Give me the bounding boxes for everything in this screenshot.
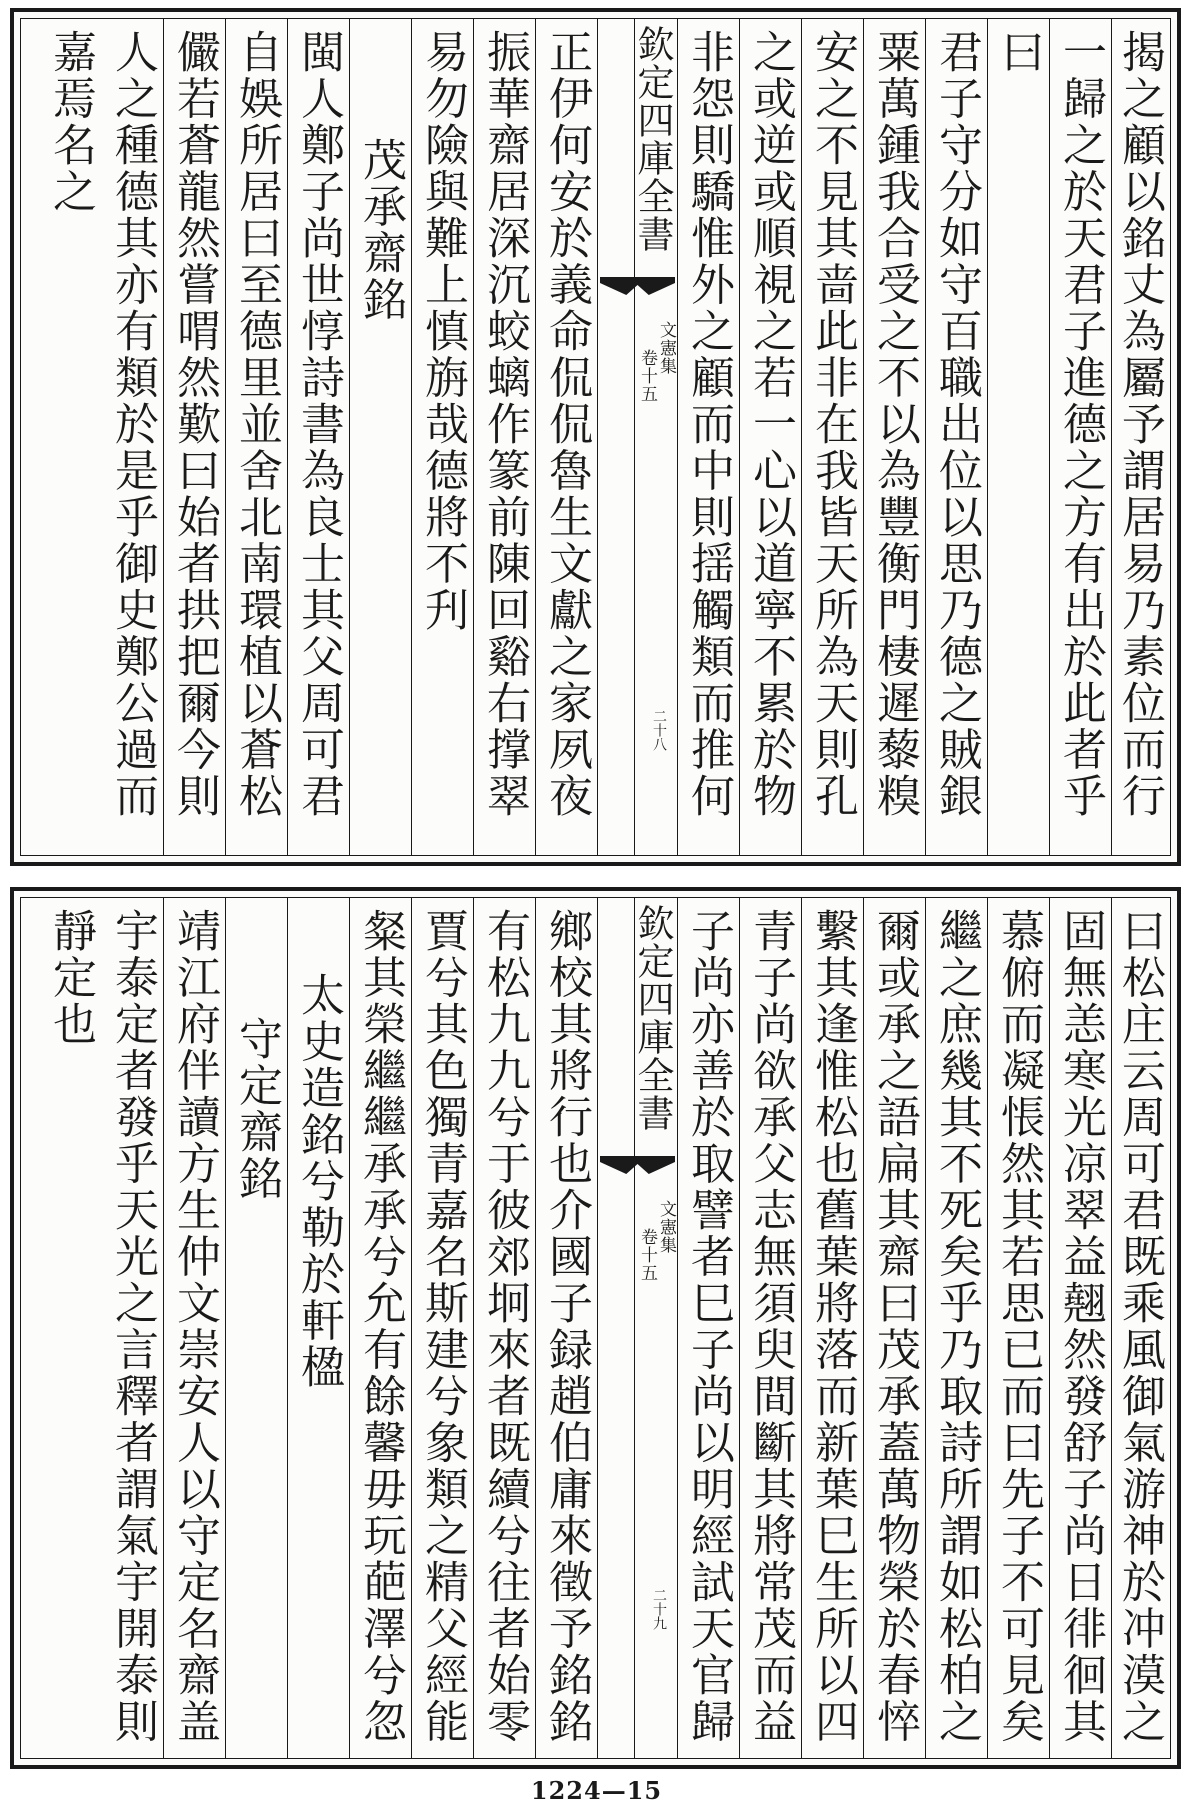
column-text: 粟萬鍾我合受之不以為豐衡門棲遲藜糗 [869, 29, 920, 820]
text-column [739, 898, 801, 1758]
text-column [801, 19, 863, 855]
text-column [1111, 898, 1170, 1758]
text-column [163, 898, 225, 1758]
collection-title: 文憲集 [656, 1200, 676, 1254]
text-column [535, 19, 597, 855]
book-title: 欽定四庫全書 [631, 25, 674, 253]
column-text: 子尚亦善於取譬者巳子尚以明經試天官歸 [683, 908, 734, 1745]
section-title: 茂承齋銘 [355, 137, 406, 323]
page-bottom [10, 887, 1181, 1769]
column-text: 慕俯而凝悵然其若思已而曰先子不可見矣 [993, 908, 1044, 1745]
column-text: 曰松庄云周可君既乘風御氣游神於冲漠之 [1114, 908, 1165, 1745]
column-text: 曰 [993, 29, 1044, 76]
column-text: 閩人鄭子尚世惇詩書為良士其父周可君 [293, 29, 344, 820]
text-column [1049, 898, 1111, 1758]
fish-tail-ornament-icon [600, 277, 675, 295]
juan-number: 卷十五 [637, 349, 657, 403]
column-text: 靖江府伴讀方生仲文崇安人以守定名齋盖 [169, 908, 220, 1745]
column-text: 揭之顧以銘丈為屬予謂居易乃素位而行 [1114, 29, 1165, 820]
column-text: 固無恙寒光凉翠益翹然發舒子尚日徘徊其 [1055, 908, 1106, 1745]
text-column [349, 19, 411, 855]
page-top-columns [21, 19, 1170, 855]
juan-number: 卷十五 [637, 1228, 657, 1282]
text-column [925, 898, 987, 1758]
center-fold [597, 898, 677, 1758]
text-column [863, 19, 925, 855]
column-text: 易勿險與難上慎旃哉德將不刋 [417, 29, 468, 634]
leaf-number: 二十九 [651, 1588, 667, 1630]
text-column [225, 898, 287, 1758]
text-column [473, 898, 535, 1758]
text-column [535, 898, 597, 1758]
text-column [1111, 19, 1170, 855]
page-bottom-columns [21, 898, 1170, 1758]
text-column [925, 19, 987, 855]
collection-title: 文憲集 [656, 321, 676, 375]
column-text: 爾或承之語扁其齋曰茂承蓋萬物榮於春悴 [869, 908, 920, 1745]
text-column [21, 19, 163, 855]
column-text: 青子尚欲承父志無須臾間斷其將常茂而益 [745, 908, 796, 1745]
text-column [863, 898, 925, 1758]
column-text: 繼之庶幾其不死矣乎乃取詩所謂如松柏之 [931, 908, 982, 1745]
column-text: 有松九九兮于彼郊坰來者既續兮往者始零 [479, 908, 530, 1745]
column-text: 太史造銘兮勒於軒楹 [293, 972, 344, 1391]
column-text: 賈兮其色獨青嘉名斯建兮象類之精父經能 [417, 908, 468, 1745]
column-text: 宇泰定者發乎天光之言釋者謂氣宇開泰則靜定也 [45, 908, 158, 1745]
page-bottom-frame [20, 897, 1171, 1759]
text-column [801, 898, 863, 1758]
page-top [10, 8, 1181, 866]
column-text: 安之不見其啬此非在我皆天所為天則孔 [807, 29, 858, 820]
text-column [677, 19, 739, 855]
text-column [21, 898, 163, 1758]
column-text: 振華齋居深沉蛟螭作篆前陳回谿右撑翠 [479, 29, 530, 820]
text-column [739, 19, 801, 855]
text-column [163, 19, 225, 855]
text-column [987, 898, 1049, 1758]
column-text: 儼若蒼龍然嘗喟然歎曰始者拱把爾今則 [169, 29, 220, 820]
text-column [287, 898, 349, 1758]
text-column [225, 19, 287, 855]
column-text: 非怨則驕惟外之顧而中則揺觸類而推何 [683, 29, 734, 820]
text-column [349, 898, 411, 1758]
column-text: 君子守分如守百職出位以思乃德之賊銀 [931, 29, 982, 820]
column-text: 繫其逢惟松也舊葉將落而新葉巳生所以四 [807, 908, 858, 1745]
fish-tail-ornament-icon [600, 1156, 675, 1174]
text-column [411, 898, 473, 1758]
page-footer-number: 1224—15 [530, 1776, 663, 1805]
column-text: 自娛所居曰至德里並舍北南環植以蒼松 [231, 29, 282, 820]
text-column [1049, 19, 1111, 855]
text-column [473, 19, 535, 855]
column-text: 之或逆或順視之若一心以道寧不累於物 [745, 29, 796, 820]
leaf-number: 二十八 [651, 709, 667, 751]
text-column [287, 19, 349, 855]
column-text: 鄉校其將行也介國子録趙伯庸來徵予銘銘 [541, 908, 592, 1745]
column-text: 粲其榮繼繼承承兮允有餘馨毋玩葩澤兮忽 [355, 908, 406, 1745]
text-column [411, 19, 473, 855]
column-text: 人之種德其亦有類於是乎御史鄭公過而嘉焉名之 [45, 29, 158, 820]
text-column [677, 898, 739, 1758]
column-text: 正伊何安於義命侃侃魯生文獻之家夙夜 [541, 29, 592, 820]
center-fold [597, 19, 677, 855]
section-title: 守定齋銘 [231, 1016, 282, 1202]
text-column [987, 19, 1049, 855]
column-text: 一歸之於天君子進德之方有出於此者乎 [1055, 29, 1106, 820]
page-top-frame [20, 18, 1171, 856]
book-title: 欽定四庫全書 [631, 904, 674, 1132]
